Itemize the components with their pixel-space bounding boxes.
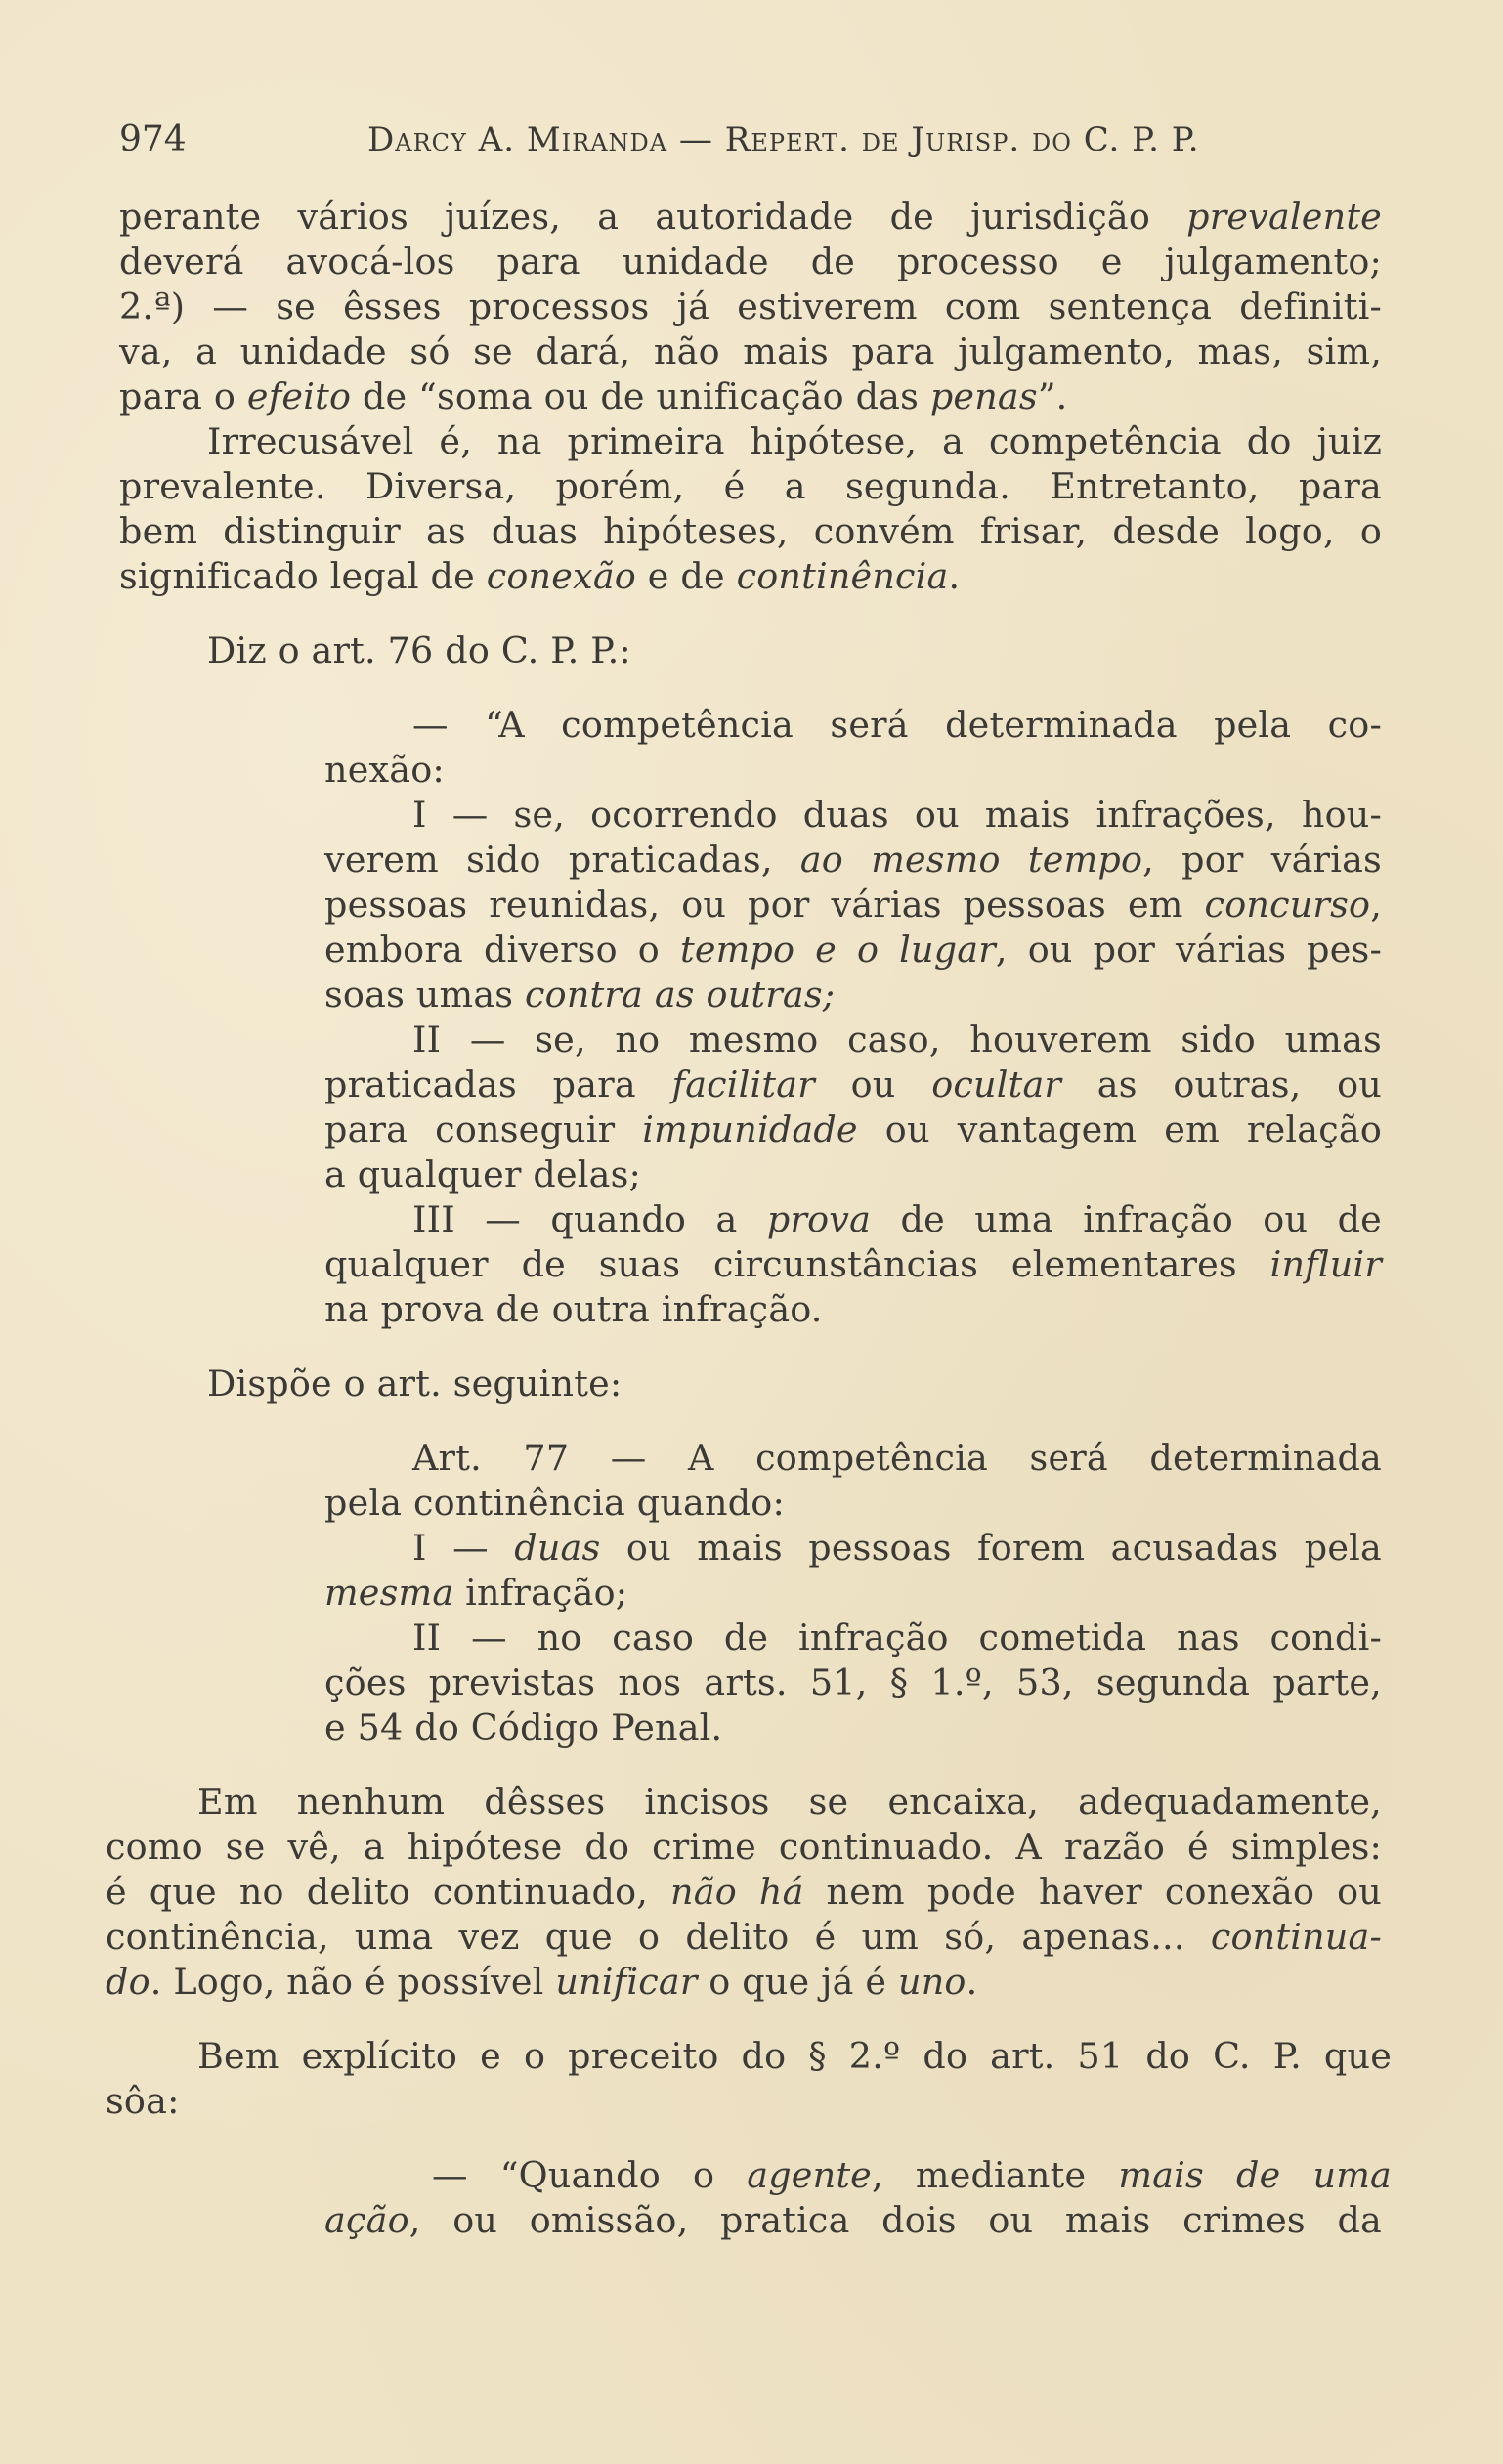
text-line bbox=[324, 1287, 1382, 1332]
text-run: soas umas bbox=[324, 973, 526, 1016]
text-run: praticadas para bbox=[324, 1063, 672, 1105]
text-line bbox=[324, 1661, 1382, 1706]
text-run: e de bbox=[635, 555, 737, 597]
text-line bbox=[119, 329, 1382, 374]
italic-text: duas bbox=[514, 1527, 601, 1569]
text-run: Em nenhum dêsses incisos se encaixa, adequadamente, bbox=[197, 1781, 1382, 1823]
text-run: , mediante bbox=[871, 2154, 1119, 2196]
text-run: de “soma ou de unificação das bbox=[351, 375, 930, 417]
text-run: ”. bbox=[1037, 375, 1068, 417]
text-run: bem distinguir as duas hipóteses, convém frisar, desde logo, o bbox=[119, 510, 1382, 552]
text-run: . Logo, não é possível bbox=[150, 1961, 556, 2003]
text-run: . bbox=[948, 555, 961, 597]
text-line bbox=[412, 1616, 1382, 1661]
italic-text: continência bbox=[736, 555, 949, 597]
italic-text: contra as outras; bbox=[525, 973, 836, 1016]
text-line bbox=[324, 838, 1382, 883]
text-run: ou vantagem em relação bbox=[857, 1108, 1382, 1150]
running-head bbox=[119, 115, 1386, 164]
text-run: Dispõe o art. seguinte: bbox=[207, 1362, 623, 1405]
text-line bbox=[197, 2034, 1392, 2079]
text-run: Art. 77 — A competência será determinada bbox=[412, 1437, 1382, 1479]
text-run: , ou omissão, pratica dois ou mais crimes da bbox=[408, 2199, 1382, 2241]
italic-text: facilitar bbox=[671, 1063, 815, 1105]
italic-text: mais de uma bbox=[1118, 2154, 1392, 2196]
text-line bbox=[324, 1152, 1382, 1197]
italic-text: ação bbox=[324, 2199, 409, 2241]
text-run: — “Quando o bbox=[432, 2154, 748, 2196]
italic-text: impunidade bbox=[642, 1108, 858, 1150]
text-run: pela continência quando: bbox=[324, 1482, 785, 1524]
text-run: as outras, ou bbox=[1061, 1063, 1382, 1105]
text-run: II — no caso de infração cometida nas condi- bbox=[412, 1617, 1382, 1659]
text-run: . bbox=[966, 1961, 978, 2003]
text-line bbox=[324, 883, 1382, 928]
text-run: prevalente. Diversa, porém, é a segunda. Entretanto, para bbox=[119, 465, 1382, 507]
text-run: perante vários juízes, a autoridade de jurisdição bbox=[119, 195, 1187, 238]
text-run: é que no delito continuado, bbox=[106, 1871, 671, 1913]
italic-text: efeito bbox=[246, 375, 352, 417]
italic-text: concurso bbox=[1204, 884, 1371, 926]
text-run: 2.ª) — se êsses processos já estiverem com sentença definiti- bbox=[119, 285, 1382, 327]
text-line bbox=[106, 2079, 496, 2124]
italic-text: continua- bbox=[1210, 1916, 1382, 1958]
italic-text: unificar bbox=[555, 1961, 698, 2003]
text-run: I — bbox=[412, 1527, 515, 1569]
italic-text: prova bbox=[766, 1198, 872, 1240]
text-run: ou mais pessoas forem acusadas pela bbox=[600, 1527, 1382, 1569]
text-run: III — quando a bbox=[412, 1198, 767, 1240]
italic-text: mesma bbox=[324, 1572, 454, 1614]
text-run: ou bbox=[814, 1063, 932, 1105]
text-line bbox=[119, 554, 1382, 599]
italic-text: conexão bbox=[486, 555, 636, 597]
text-run: a qualquer delas; bbox=[324, 1153, 642, 1195]
text-run: qualquer de suas circunstâncias elementares bbox=[324, 1243, 1270, 1285]
text-line bbox=[106, 1825, 1382, 1870]
text-line bbox=[412, 793, 1382, 838]
text-line bbox=[324, 973, 1382, 1017]
text-line bbox=[119, 509, 1382, 554]
text-run: Diz o art. 76 do C. P. P.: bbox=[207, 629, 631, 671]
text-line bbox=[119, 374, 1382, 419]
text-line bbox=[324, 2198, 1382, 2243]
text-run: , ou por várias pes- bbox=[995, 929, 1383, 971]
text-line bbox=[412, 1436, 1382, 1481]
text-line bbox=[412, 1526, 1382, 1571]
text-line bbox=[324, 1571, 1382, 1616]
text-run: Bem explícito e o preceito do § 2.º do art. 51 do C. P. que bbox=[197, 2035, 1392, 2077]
text-line bbox=[432, 2153, 1392, 2198]
text-run: para conseguir bbox=[324, 1108, 643, 1150]
text-line bbox=[324, 928, 1382, 973]
italic-text: agente bbox=[747, 2154, 872, 2196]
text-run: nexão: bbox=[324, 749, 445, 791]
text-line bbox=[324, 1706, 1382, 1751]
text-run: embora diverso o bbox=[324, 929, 680, 971]
text-run: como se vê, a hipótese do crime continuado. A razão é simples: bbox=[106, 1826, 1382, 1868]
text-run: verem sido praticadas, bbox=[324, 839, 800, 881]
text-line bbox=[207, 1362, 1087, 1406]
text-run: o que já é bbox=[697, 1961, 899, 2003]
text-line bbox=[324, 1481, 1382, 1526]
text-run: — “A competência será determinada pela co- bbox=[412, 704, 1382, 746]
text-line bbox=[207, 628, 1087, 673]
text-run: nem pode haver conexão ou bbox=[803, 1871, 1382, 1913]
text-run: va, a unidade só se dará, não mais para julgamento, mas, sim, bbox=[119, 330, 1382, 372]
italic-text: tempo e o lugar bbox=[679, 929, 996, 971]
italic-text: influir bbox=[1269, 1243, 1382, 1285]
text-line bbox=[119, 239, 1382, 284]
text-line bbox=[412, 1197, 1382, 1242]
italic-text: do bbox=[106, 1961, 150, 2003]
text-run: significado legal de bbox=[119, 555, 487, 597]
text-run: I — se, ocorrendo duas ou mais infrações, hou- bbox=[412, 794, 1382, 836]
page-number: 974 bbox=[119, 119, 187, 159]
text-line bbox=[324, 1062, 1382, 1107]
text-line bbox=[106, 1870, 1382, 1915]
text-run: infração; bbox=[453, 1572, 628, 1614]
text-line bbox=[197, 1780, 1382, 1825]
italic-text: ao mesmo tempo bbox=[799, 839, 1143, 881]
italic-text: penas bbox=[929, 375, 1038, 417]
text-line bbox=[324, 1242, 1382, 1287]
italic-text: uno bbox=[898, 1961, 966, 2003]
text-run: ções previstas nos arts. 51, § 1.º, 53, segunda parte, bbox=[324, 1662, 1382, 1704]
text-line bbox=[106, 1915, 1382, 1960]
text-run: pessoas reunidas, ou por várias pessoas em bbox=[324, 884, 1205, 926]
text-run: II — se, no mesmo caso, houverem sido umas bbox=[412, 1018, 1382, 1060]
text-run: sôa: bbox=[106, 2080, 180, 2122]
italic-text: prevalente bbox=[1186, 195, 1382, 238]
text-run: , bbox=[1370, 884, 1382, 926]
italic-text: não há bbox=[670, 1871, 804, 1913]
italic-text: ocultar bbox=[931, 1063, 1062, 1105]
text-line bbox=[412, 1017, 1382, 1062]
text-run: deverá avocá-los para unidade de processo e julgamento; bbox=[119, 240, 1382, 282]
text-run: continência, uma vez que o delito é um só, apenas... bbox=[106, 1916, 1211, 1958]
text-line bbox=[207, 419, 1382, 464]
text-line bbox=[119, 195, 1382, 239]
text-run: de uma infração ou de bbox=[871, 1198, 1382, 1240]
text-run: , por várias bbox=[1142, 839, 1382, 881]
text-run: e 54 do Código Penal. bbox=[324, 1707, 723, 1749]
text-line bbox=[412, 703, 1382, 748]
text-run: para o bbox=[119, 375, 247, 417]
running-title: Darcy A. Miranda — Repert. de Jurisp. do C. P. P. bbox=[367, 120, 1200, 159]
text-line bbox=[119, 464, 1382, 509]
text-line bbox=[324, 1107, 1382, 1152]
text-line bbox=[106, 1960, 1382, 2005]
text-line bbox=[324, 748, 911, 793]
text-run: Irrecusável é, na primeira hipótese, a competência do juiz bbox=[207, 420, 1382, 462]
text-run: na prova de outra infração. bbox=[324, 1288, 823, 1330]
text-line bbox=[119, 284, 1382, 329]
